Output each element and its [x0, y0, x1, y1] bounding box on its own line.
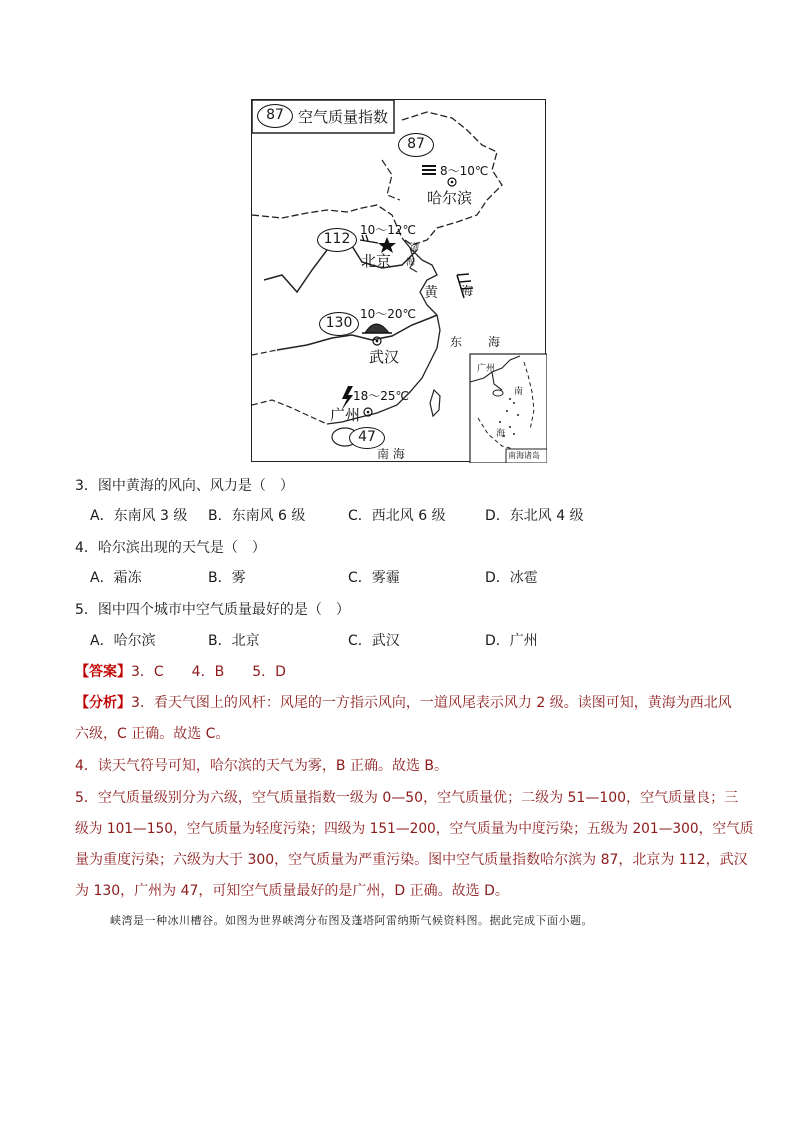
wuhan-name: 武汉	[369, 348, 400, 366]
harbin-aqi: 87	[398, 133, 434, 157]
question-3-option-b: B．东南风 6 级	[208, 508, 306, 524]
question-5-option-d: D．广州	[485, 633, 538, 649]
guangzhou-name: 广州	[330, 406, 361, 424]
question-4-stem: 4．哈尔滨出现的天气是（ ）	[75, 540, 266, 556]
beijing-temp: 10～12℃	[360, 223, 417, 237]
guangzhou-temp: 18～25℃	[353, 389, 410, 403]
donghai-label: 东	[450, 335, 463, 349]
question-4-option-a: A．霜冻	[90, 570, 142, 586]
nanhai-label: 南 海	[377, 447, 405, 461]
donghai-label-2: 海	[488, 335, 501, 349]
map-drawing	[252, 100, 547, 463]
question-4-option-d: D．冰雹	[485, 570, 538, 586]
question-3-option-a: A．东南风 3 级	[90, 508, 188, 524]
next-question-intro: 峡湾是一种冰川槽谷。如图为世界峡湾分布图及蓬塔阿雷纳斯气候资料图。据此完成下面小题。	[110, 914, 593, 927]
legend-label: 空气质量指数	[298, 108, 389, 126]
inset-caption: 南海诸岛	[508, 451, 540, 460]
analysis-text-1: 3．看天气图上的风杆：风尾的一方指示风向，一道风尾表示风力 2 级。读图可知，黄海为西北风	[131, 695, 732, 711]
bohai-label: 渤	[410, 243, 420, 253]
answer-line	[75, 662, 286, 682]
analysis-line-7: 为 130，广州为 47，可知空气质量最好的是广州，D 正确。故选 D。	[75, 883, 509, 899]
beijing-aqi: 112	[317, 228, 357, 252]
wuhan-aqi: 130	[319, 312, 359, 336]
analysis-line-4: 5．空气质量级别分为六级，空气质量指数一级为 0—50，空气质量优；二级为 51—100，空气质量良；三	[75, 790, 739, 806]
question-3-option-c: C．西北风 6 级	[348, 508, 446, 524]
answer-text: 3．C 4．B 5．D	[131, 664, 286, 680]
question-5-option-c: C．武汉	[348, 633, 400, 649]
analysis-line-3: 4．读天气符号可知，哈尔滨的天气为雾，B 正确。故选 B。	[75, 758, 449, 774]
harbin-temp: 8～10℃	[440, 164, 489, 178]
analysis-line-6: 量为重度污染；六级为大于 300，空气质量为严重污染。图中空气质量指数哈尔滨为 87，北京为 112，武汉	[75, 852, 748, 868]
beijing-name: 北京	[361, 252, 392, 270]
harbin-name: 哈尔滨	[427, 189, 473, 207]
question-4-option-c: C．雾霾	[348, 570, 400, 586]
inset-city: 广州	[477, 364, 496, 374]
analysis-line-1	[75, 693, 732, 713]
question-3-option-d: D．东北风 4 级	[485, 508, 584, 524]
inset-sea: 南	[514, 387, 524, 397]
question-5-stem: 5．图中四个城市中空气质量最好的是（ ）	[75, 602, 350, 618]
analysis-line-5: 级为 101—150，空气质量为轻度污染；四级为 151—200，空气质量为中度污染；五级为 201—300，空气质	[75, 821, 754, 837]
analysis-line-2: 六级，C 正确。故选 C。	[75, 726, 230, 742]
huanghai-label-2: 海	[461, 284, 474, 298]
weather-symbol-icon	[362, 324, 392, 333]
guangzhou-aqi: 47	[349, 427, 385, 449]
inset-sea-2: 海	[496, 429, 506, 439]
analysis-tag: 【分析】	[75, 695, 131, 711]
fog-symbol	[422, 166, 436, 174]
legend-aqi-oval: 87	[257, 104, 293, 128]
question-3-stem: 3．图中黄海的风向、风力是（ ）	[75, 478, 294, 494]
weather-map-figure	[251, 99, 546, 462]
wuhan-temp: 10～20℃	[360, 307, 417, 321]
bohai-label-2: 海	[406, 258, 416, 268]
question-5-option-b: B．北京	[208, 633, 260, 649]
answer-tag: 【答案】	[75, 664, 131, 680]
question-5-option-a: A．哈尔滨	[90, 633, 156, 649]
question-4-option-b: B．雾	[208, 570, 246, 586]
huanghai-label: 黄	[424, 285, 438, 301]
